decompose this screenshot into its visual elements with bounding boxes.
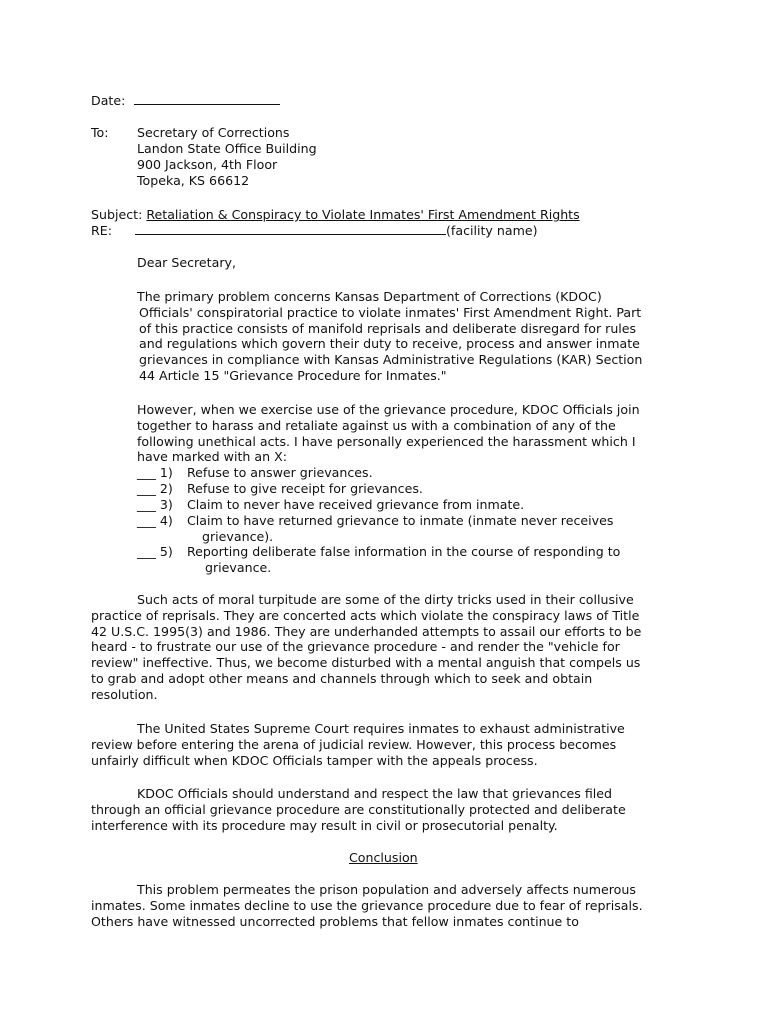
date-label: Date: <box>91 93 126 108</box>
to-line-2: Landon State Office Building <box>137 141 317 156</box>
para-line: grievances in compliance with Kansas Administrative Regulations (KAR) Section <box>139 352 643 368</box>
subject-text: Retaliation & Conspiracy to Violate Inmates' First Amendment Rights <box>146 207 580 222</box>
paragraph-moral-turpitude <box>91 592 691 703</box>
to-line-1: Secretary of Corrections <box>137 125 290 140</box>
para-line: 42 U.S.C. 1995(3) and 1986. They are underhanded attempts to assail our efforts to be <box>91 623 642 639</box>
re-suffix: (facility name) <box>446 223 538 238</box>
list-item <box>137 481 423 497</box>
to-line-4: Topeka, KS 66612 <box>137 173 250 188</box>
list-text: Reporting deliberate false information in the course of responding to <box>187 544 621 559</box>
para-line: 44 Article 15 "Grievance Procedure for Inmates." <box>139 367 447 383</box>
date-line <box>91 93 280 109</box>
para-line: The United States Supreme Court requires inmates to exhaust administrative <box>137 721 625 736</box>
para-line: together to harass and retaliate against us with a combination of any of the <box>137 417 616 433</box>
paragraph-kdoc-officials <box>91 786 691 833</box>
list-text: Claim to have returned grievance to inmate (inmate never receives <box>187 513 614 528</box>
list-number: ___ 1) <box>137 465 173 480</box>
para-line: This problem permeates the prison population and adversely affects numerous <box>137 882 636 897</box>
para-line: review" ineffective. Thus, we become disturbed with a mental anguish that compels us <box>91 655 641 671</box>
para-line: Such acts of moral turpitude are some of the dirty tricks used in their collusive <box>137 592 634 607</box>
para-line: Officials' conspiratorial practice to violate inmates' First Amendment Right. Part <box>139 304 642 320</box>
para-line: Others have witnessed uncorrected problems that fellow inmates continue to <box>91 913 579 929</box>
list-text-continued: grievance. <box>205 560 272 575</box>
para-line: following unethical acts. I have personally experienced the harassment which I <box>137 433 636 449</box>
list-text: Refuse to answer grievances. <box>187 465 373 480</box>
para-line: have marked with an X: <box>137 449 287 465</box>
para-line: to grab and adopt other means and channels through which to seek and obtain <box>91 670 593 686</box>
para-line: practice of reprisals. They are concerted acts which violate the conspiracy laws of Title <box>91 607 640 623</box>
re-label: RE: <box>91 223 112 238</box>
list-text: Refuse to give receipt for grievances. <box>187 481 423 496</box>
para-line: through an official grievance procedure are constitutionally protected and deliberate <box>91 801 626 817</box>
list-number: ___ 5) <box>137 544 173 559</box>
facility-blank <box>135 223 446 235</box>
subject-label: Subject: <box>91 207 143 222</box>
para-line: However, when we exercise use of the grievance procedure, KDOC Officials join <box>137 402 640 417</box>
paragraph-supreme-court <box>91 721 691 768</box>
conclusion-heading: Conclusion <box>349 850 418 865</box>
list-number: ___ 3) <box>137 497 173 512</box>
para-line: heard - to frustrate our use of the grievance procedure - and render the "vehicle for <box>91 639 620 655</box>
to-line-3: 900 Jackson, 4th Floor <box>137 157 278 172</box>
date-blank <box>134 93 280 105</box>
para-line: of this practice consists of manifold reprisals and deliberate disregard for rules <box>139 320 637 336</box>
list-text-continued: grievance). <box>202 529 274 544</box>
list-item <box>137 513 614 544</box>
list-item <box>137 497 525 513</box>
para-line: inmates. Some inmates decline to use the grievance procedure due to fear of reprisals. <box>91 897 643 913</box>
paragraph-intro <box>137 289 697 384</box>
para-line: KDOC Officials should understand and respect the law that grievances filed <box>137 786 613 801</box>
paragraph-harassment <box>137 402 697 465</box>
list-item <box>137 465 373 481</box>
list-number: ___ 2) <box>137 481 173 496</box>
re-line <box>135 223 538 239</box>
salutation: Dear Secretary, <box>137 255 236 270</box>
para-line: unfairly difficult when KDOC Officials tamper with the appeals process. <box>91 752 538 768</box>
list-number: ___ 4) <box>137 513 173 528</box>
to-label: To: <box>91 125 109 140</box>
list-item <box>137 544 621 575</box>
para-line: The primary problem concerns Kansas Department of Corrections (KDOC) <box>137 289 602 304</box>
list-text: Claim to never have received grievance from inmate. <box>187 497 525 512</box>
para-line: resolution. <box>91 686 158 702</box>
para-line: interference with its procedure may result in civil or prosecutorial penalty. <box>91 817 558 833</box>
paragraph-conclusion <box>91 882 691 929</box>
para-line: review before entering the arena of judicial review. However, this process becomes <box>91 736 617 752</box>
para-line: and regulations which govern their duty to receive, process and answer inmate <box>139 336 640 352</box>
subject-line <box>91 207 580 223</box>
